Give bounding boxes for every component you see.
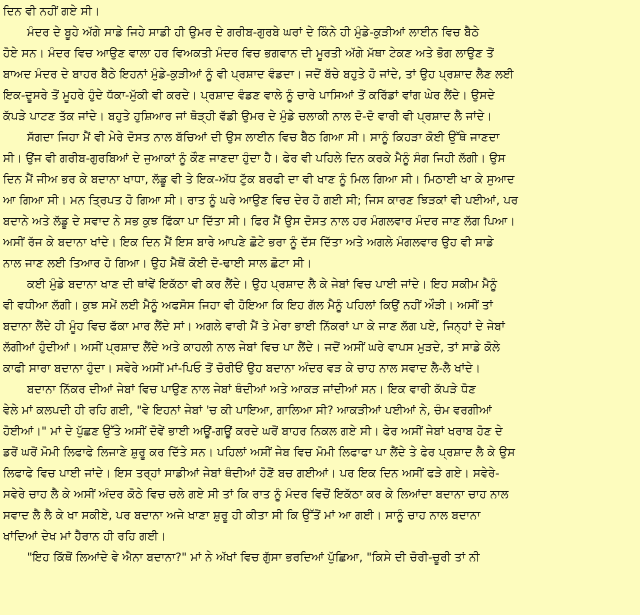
text-line: ਸੱਗਦਾ ਜਿਹਾ ਮੈਂ ਵੀ ਮੇਰੇ ਦੋਸਤ ਨਾਲ ਬੱਚਿਆਂ ਦੀ ਉਸ ਲਾਈਨ ਵਿਚ ਬੈਠ ਗਿਆ ਸੀ। ਸਾਨੂੰ ਕਿਹੜਾ ਕੋਈ ਉੱਥੇ ਜਾਣਦਾ [27, 130, 500, 144]
text-line: ਆ ਗਿਆ ਸੀ। ਮਨ ਤ੍ਰਿਪਤ ਹੋ ਗਿਆ ਸੀ। ਰਾਤ ਨੂੰ ਘਰੇ ਆਉਣ ਵਿਚ ਦੇਰ ਹੋ ਗਈ ਸੀ; ਜਿਸ ਕਾਰਣ ਝਿੜਕਾਂ ਵੀ ਪਈਆਂ, ਪਰ [3, 193, 519, 207]
text-line: ਸੀ। ਉਂਜ ਵੀ ਗਰੀਬ-ਗੁਰਬਿਆਂ ਦੇ ਜੁਆਕਾਂ ਨੂੰ ਕੌਣ ਜਾਣਦਾ ਹੁੰਦਾ ਹੈ। ਫੇਰ ਵੀ ਪਹਿਲੇ ਦਿਨ ਕਰਕੇ ਮੈਨੂੰ ਸੰਗ ਜਿਹੀ ਲੱਗੀ। ਉਸ [3, 151, 506, 165]
text-line: "ਇਹ ਕਿੱਥੋਂ ਲਿਆਂਦੇ ਵੇ ਐਨਾ ਬਦਾਨਾ?" ਮਾਂ ਨੇ ਅੱਖਾਂ ਵਿਚ ਗੁੱਸਾ ਭਰਦਿਆਂ ਪੁੱਛਿਆ, "ਕਿਸੇ ਦੀ ਚੋਰੀ-ਚੂਰੀ ਤਾਂ ਨੀ [27, 550, 480, 564]
text-line: ਸਵਾਦ ਲੈ ਲੈ ਕੇ ਖਾ ਸਕੀਏ, ਪਰ ਬਦਾਨਾ ਅਜੇ ਖਾਣਾ ਸ਼ੁਰੂ ਹੀ ਕੀਤਾ ਸੀ ਕਿ ਉੱਤੋਂ ਮਾਂ ਆ ਗਈ। ਸਾਨੂੰ ਚਾਹ ਨਾਲ ਬਦਾਨਾ [3, 508, 481, 522]
text-line: ਦਿਨ ਮੈਂ ਜੀਅ ਭਰ ਕੇ ਬਦਾਨਾ ਖਾਧਾ, ਲੱਡੂ ਵੀ ਤੇ ਇਕ-ਅੱਧ ਟੁੱਕ ਬਰਫੀ ਦਾ ਵੀ ਖਾਣ ਨੂੰ ਮਿਲ ਗਿਆ ਸੀ। ਮਿਠਾਈ ਖਾ ਕੇ ਸੁਆਦ [3, 172, 515, 186]
text-line: ਡਰੋਂ ਘਰੋਂ ਮੋਮੀ ਲਿਫਾਫੇ ਲਿਜਾਣੇ ਸ਼ੁਰੂ ਕਰ ਦਿੱਤੇ ਸਨ। ਪਹਿਲਾਂ ਅਸੀਂ ਜੇਬ ਵਿਚ ਮੋਮੀ ਲਿਫਾਫਾ ਪਾ ਲੈਂਦੇ ਤੇ ਫੇਰ ਪ੍ਰਸ਼ਾਦ ਲੈ ਕੇ ਉਸ [3, 445, 516, 459]
text-line: ਕਾਫੀ ਸਾਰਾ ਬਦਾਨਾ ਹੁੰਦਾ। ਸਵੇਰੇ ਅਸੀਂ ਮਾਂ-ਪਿਓ ਤੋਂ ਚੋਰੀਓਂ ਉਹ ਬਦਾਨਾ ਅੰਦਰ ਵੜ ਕੇ ਚਾਹ ਨਾਲ ਸਵਾਦ ਲੈ-ਲੈ ਖਾਂਦੇ। [3, 361, 481, 375]
text-line: ਬਦਾਨਾ ਲੈਂਦੇ ਹੀ ਮੂੰਹ ਵਿਚ ਫੱਕਾ ਮਾਰ ਲੈਂਦੇ ਸਾਂ। ਅਗਲੇ ਵਾਰੀ ਮੈਂ ਤੇ ਮੇਰਾ ਭਾਈ ਨਿੱਕਰਾਂ ਪਾ ਕੇ ਜਾਣ ਲੱਗ ਪਏ, ਜਿਨ੍ਹਾਂ ਦੇ ਜੇਬਾਂ [3, 319, 505, 333]
text-line: ਸਵੇਰੇ ਚਾਹ ਲੈ ਕੇ ਅਸੀਂ ਅੰਦਰ ਕੋਠੇ ਵਿਚ ਚਲੇ ਗਏ ਸੀ ਤਾਂ ਕਿ ਰਾਤ ਨੂੰ ਮੰਦਰ ਵਿਚੋਂ ਇਕੱਠਾ ਕਰ ਕੇ ਲਿਆਂਦਾ ਬਦਾਨਾ ਚਾਹ ਨਾਲ [3, 487, 509, 501]
text-line: ਬਦਾਨੇ ਅਤੇ ਲੱਡੂ ਦੇ ਸਵਾਦ ਨੇ ਸਭ ਕੁਝ ਫਿੱਕਾ ਪਾ ਦਿੱਤਾ ਸੀ। ਫਿਰ ਮੈਂ ਉਸ ਦੋਸਤ ਨਾਲ ਹਰ ਮੰਗਲਵਾਰ ਮੰਦਰ ਜਾਣ ਲੱਗ ਪਿਆ। [3, 214, 516, 228]
text-line: ਹੋਏ ਸਨ। ਮੰਦਰ ਵਿਚ ਆਉਣ ਵਾਲਾ ਹਰ ਵਿਅਕਤੀ ਮੰਦਰ ਵਿਚ ਭਗਵਾਨ ਦੀ ਮੂਰਤੀ ਅੱਗੇ ਮੱਥਾ ਟੇਕਣ ਅਤੇ ਭੋਗ ਲਾਉਣ ਤੋਂ [3, 46, 494, 60]
text-line: ਨਾਲ ਜਾਣ ਲਈ ਤਿਆਰ ਹੋ ਗਿਆ। ਉਹ ਮੈਥੋਂ ਕੋਈ ਦੋ-ਢਾਈ ਸਾਲ ਛੋਟਾ ਸੀ। [3, 256, 312, 270]
text-line: ਕਈ ਮੁੰਡੇ ਬਦਾਨਾ ਖਾਣ ਦੀ ਥਾਂਵੇਂ ਇਕੱਠਾ ਵੀ ਕਰ ਲੈਂਦੇ। ਉਹ ਪ੍ਰਸ਼ਾਦ ਲੈ ਕੇ ਜੇਬਾਂ ਵਿਚ ਪਾਈ ਜਾਂਦੇ। ਇਹ ਸਕੀਮ ਮੈਨੂੰ [27, 277, 498, 291]
text-line: ਵੇਲੇ ਮਾਂ ਕਲਪਦੀ ਹੀ ਰਹਿ ਗਈ, "ਵੇ ਇਹਨਾਂ ਜੇਬਾਂ 'ਚ ਕੀ ਪਾਇਆ, ਗਾਲਿਆ ਸੀ? ਆਕੜੀਆਂ ਪਈਆਂ ਨੇ, ਚੰਮ ਵਰਗੀਆਂ [3, 403, 492, 417]
text-line: ਮੰਦਰ ਦੇ ਬੂਹੇ ਅੱਗੇ ਸਾਡੇ ਜਿਹੇ ਸਾਡੀ ਹੀ ਉਮਰ ਦੇ ਗਰੀਬ-ਗੁਰਬੇ ਘਰਾਂ ਦੇ ਕਿੰਨੇ ਹੀ ਮੁੰਡੇ-ਕੁੜੀਆਂ ਲਾਈਨ ਵਿਚ ਬੈਠੇ [27, 25, 480, 39]
text-line: ਬਾਅਦ ਮੰਦਰ ਦੇ ਬਾਹਰ ਬੈਠੇ ਇਹਨਾਂ ਮੁੰਡੇ-ਕੁੜੀਆਂ ਨੂੰ ਵੀ ਪ੍ਰਸ਼ਾਦ ਵੰਡਦਾ। ਜਦੋਂ ਬੱਚੇ ਬਹੁਤੇ ਹੋ ਜਾਂਦੇ, ਤਾਂ ਉਹ ਪ੍ਰਸ਼ਾਦ ਲੈਣ ਲਈ [3, 67, 514, 81]
text-line: ਵੀ ਵਧੀਆ ਲੱਗੀ। ਕੁਝ ਸਮੇਂ ਲਈ ਮੈਨੂੰ ਅਫਸੋਸ ਜਿਹਾ ਵੀ ਹੋਇਆ ਕਿ ਇਹ ਗੱਲ ਮੈਨੂੰ ਪਹਿਲਾਂ ਕਿਉਂ ਨਹੀਂ ਔੜੀ। ਅਸੀਂ ਤਾਂ [3, 298, 493, 312]
text-line: ਇਕ-ਦੂਸਰੇ ਤੋਂ ਮੂਹਰੇ ਹੁੰਦੇ ਧੱਕਾ-ਮੁੱਕੀ ਵੀ ਕਰਦੇ। ਪ੍ਰਸ਼ਾਦ ਵੰਡਣ ਵਾਲੇ ਨੂੰ ਚਾਰੇ ਪਾਸਿਆਂ ਤੋਂ ਕਰਿੱਡਾਂ ਵਾਂਗ ਘੇਰ ਲੈਂਦੇ। ਉਸਦੇ [3, 88, 495, 102]
text-line: ਹੋਈਆਂ।" ਮਾਂ ਦੇ ਪੁੱਛਣ ਉੱਤੇ ਅਸੀਂ ਦੋਵੇਂ ਭਾਈ ਅਊਂ-ਗਊਂ ਕਰਦੇ ਘਰੋਂ ਬਾਹਰ ਨਿਕਲ ਗਏ ਸੀ। ਫੇਰ ਅਸੀਂ ਜੇਬਾਂ ਖਰਾਬ ਹੋਣ ਦੇ [3, 424, 503, 438]
text-line: ਲਿਫਾਫੇ ਵਿਚ ਪਾਈ ਜਾਂਦੇ। ਇਸ ਤਰ੍ਹਾਂ ਸਾਡੀਆਂ ਜੇਬਾਂ ਥੰਦੀਆਂ ਹੋਣੋਂ ਬਚ ਗਈਆਂ। ਪਰ ਇਕ ਦਿਨ ਅਸੀਂ ਫੜੇ ਗਏ। ਸਵੇਰੇ- [3, 466, 500, 480]
text-line: ਦਿਨ ਵੀ ਨਹੀਂ ਗਏ ਸੀ। [3, 4, 100, 18]
text-line: ਕੱਪੜੇ ਪਾਟਣ ਤੱਕ ਜਾਂਦੇ। ਬਹੁਤੇ ਹੁਸ਼ਿਆਰ ਜਾਂ ਥੋੜ੍ਹੀ ਵੱਡੀ ਉਮਰ ਦੇ ਮੁੰਡੇ ਚਲਾਕੀ ਨਾਲ ਦੋ-ਦੋ ਵਾਰੀ ਵੀ ਪ੍ਰਸ਼ਾਦ ਲੈ ਜਾਂਦੇ। [3, 109, 493, 123]
text-line: ਲੱਗੀਆਂ ਹੁੰਦੀਆਂ। ਅਸੀਂ ਪ੍ਰਸ਼ਾਦ ਲੈਂਦੇ ਅਤੇ ਕਾਹਲੀ ਨਾਲ ਜੇਬਾਂ ਵਿਚ ਪਾ ਲੈਂਦੇ। ਜਦੋਂ ਅਸੀਂ ਘਰੇ ਵਾਪਸ ਮੁੜਦੇ, ਤਾਂ ਸਾਡੇ ਕੋਲੇ [3, 340, 500, 354]
text-line: ਖਾਂਦਿਆਂ ਦੇਖ ਮਾਂ ਹੈਰਾਨ ਹੀ ਰਹਿ ਗਈ। [3, 529, 166, 543]
text-line: ਬਦਾਨਾ ਨਿੱਕਰ ਦੀਆਂ ਜੇਬਾਂ ਵਿਚ ਪਾਉਣ ਨਾਲ ਜੇਬਾਂ ਥੰਦੀਆਂ ਅਤੇ ਆਕੜ ਜਾਂਦੀਆਂ ਸਨ। ਇਕ ਵਾਰੀ ਕੱਪੜੇ ਧੋਣ [27, 382, 476, 396]
text-line: ਅਸੀਂ ਰੱਜ ਕੇ ਬਦਾਨਾ ਖਾਂਦੇ। ਇਕ ਦਿਨ ਮੈਂ ਇਸ ਬਾਰੇ ਆਪਣੇ ਛੋਟੇ ਭਰਾ ਨੂੰ ਦੱਸ ਦਿੱਤਾ ਅਤੇ ਅਗਲੇ ਮੰਗਲਵਾਰ ਉਹ ਵੀ ਸਾਡੇ [3, 235, 494, 249]
